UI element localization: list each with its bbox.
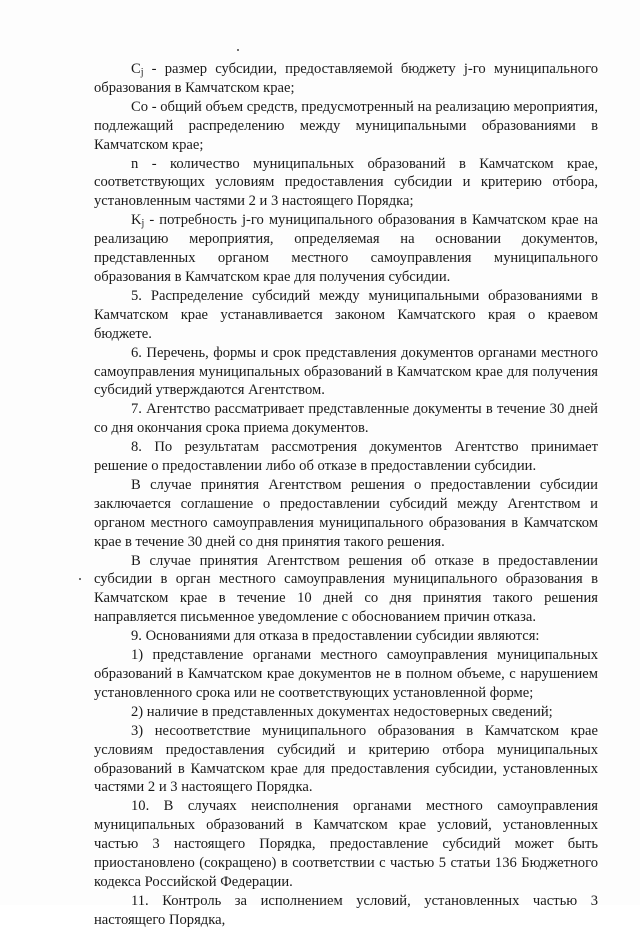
clause-6: 6. Перечень, формы и срок представления документов органами местного самоуправления муниципальных образований в Камчатском крае для получения субсидий утверждаются Агентством. bbox=[94, 344, 598, 399]
paragraph-definition-kj bbox=[94, 211, 598, 287]
scan-speck bbox=[79, 578, 81, 580]
clause-11: 11. Контроль за исполнением условий, установленных частью 3 настоящего Порядка, bbox=[94, 892, 598, 928]
clause-9-item-2: 2) наличие в представленных документах недостоверных сведений; bbox=[131, 703, 553, 720]
clause-5: 5. Распределение субсидий между муниципальными образованиями в Камчатском крае устанавливается законом Камчатского края о краевом бюджете. bbox=[94, 287, 598, 342]
clause-9-item-1: 1) представление органами местного самоуправления муниципальных образований в Камчатском крае документов не в полном объеме, с нарушением установленного срока или не соответствующих установленной форме; bbox=[94, 647, 598, 701]
document-body bbox=[94, 60, 598, 930]
clause-8: 8. По результатам рассмотрения документов Агентство принимает решение о предоставлении либо об отказе в предоставлении субсидии. bbox=[94, 439, 598, 475]
clause-8-positive-decision: В случае принятия Агентством решения о предоставлении субсидии заключается соглашение о предоставлении субсидий между Агентством и органом местного самоуправления муниципального образования в Камчатском крае в течение 30 дней со дня принятия такого решения. bbox=[94, 476, 598, 550]
paragraph-definition-n: n - количество муниципальных образований в Камчатском крае, соответствующих условиям предоставления субсидии и критерию отбора, установленным частями 2 и 3 настоящего Порядка; bbox=[94, 155, 598, 210]
paragraph-definition-co: Co - общий объем средств, предусмотренный на реализацию мероприятия, подлежащий распределению между муниципальными образованиями в Камчатском крае; bbox=[94, 98, 598, 153]
clause-9-item-3: 3) несоответствие муниципального образования в Камчатском крае условиям предоставления субсидий и критерию отбора муниципальных образований в Камчатском крае для предоставления субсидии, установленных частями 2 и 3 настоящего Порядка. bbox=[94, 722, 598, 796]
subscript-j: j bbox=[140, 67, 144, 78]
clause-9: 9. Основаниями для отказа в предоставлении субсидии являются: bbox=[131, 628, 540, 645]
subscript-j: j bbox=[141, 218, 145, 230]
symbol-c: C bbox=[131, 61, 141, 77]
clause-8-refusal-decision: В случае принятия Агентством решения об отказе в предоставлении субсидии в орган местного самоуправления муниципального образования в Камчатском крае в течение 10 дней со дня принятия такого решения направляется письменное уведомление с обоснованием причин отказа. bbox=[94, 552, 598, 626]
symbol-k: K bbox=[131, 212, 142, 229]
paragraph-definition-cj bbox=[94, 60, 598, 98]
scan-speck bbox=[237, 49, 239, 51]
clause-7: 7. Агентство рассматривает представленные документы в течение 30 дней со дня окончания срока приема документов. bbox=[94, 401, 598, 437]
paragraph-text: - потребность j-го муниципального образования в Камчатском крае на реализацию мероприятия, определяемая на основании документов, представленных органом местного самоуправления муниципального образования в Камчатском крае для получения субсидии. bbox=[94, 212, 598, 285]
clause-10: 10. В случаях неисполнения органами местного самоуправления муниципальных образований в Камчатском крае условий, установленных частью 3 настоящего Порядка, предоставление субсидий может быть приостановлено (сокращено) в соответствии с частью 5 статьи 136 Бюджетного кодекса Российской Федерации. bbox=[94, 798, 598, 890]
paragraph-text: - размер субсидии, предоставляемой бюджету j-го муниципального образования в Камчатском крае; bbox=[94, 61, 598, 96]
